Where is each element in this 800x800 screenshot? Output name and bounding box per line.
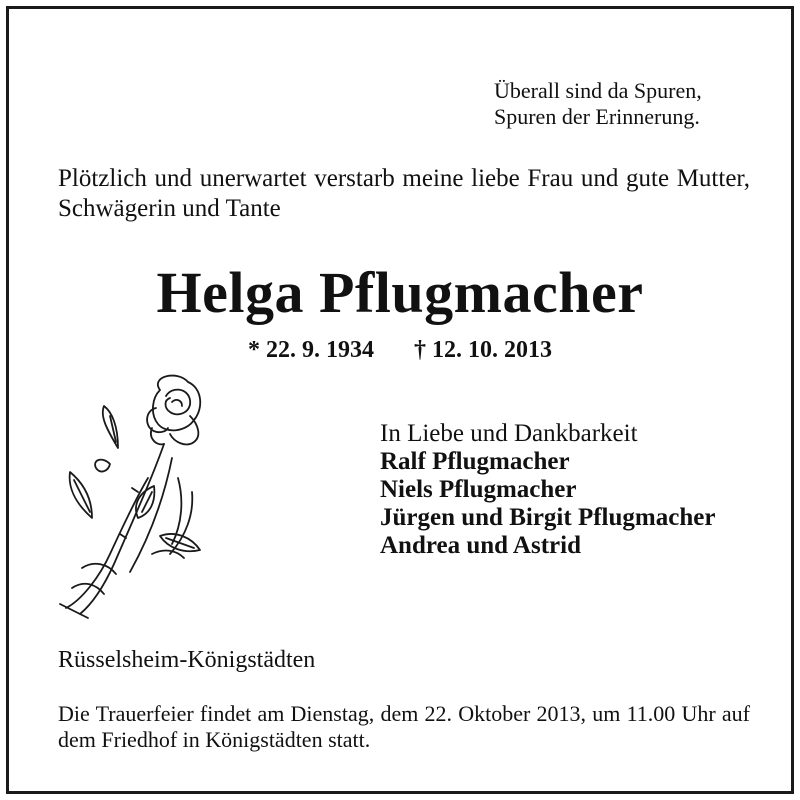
life-dates [0,336,800,364]
birth-date: * 22. 9. 1934 [248,337,374,363]
mourner-name: Jürgen und Birgit Pflugmacher [380,504,716,531]
mourners-block [380,420,715,560]
deceased-name: Helga Pflugmacher [156,260,644,325]
motto-verse [494,78,702,130]
death-date: † 12. 10. 2013 [414,337,552,363]
mourners-lead: In Liebe und Dankbarkeit [380,420,638,447]
mourner-name: Ralf Pflugmacher [380,448,570,475]
motto-line-1: Überall sind da Spuren, [494,78,702,103]
ceremony-info: Die Trauerfeier findet am Dienstag, dem 22. Oktober 2013, um 11.00 Uhr auf dem Friedhof in Königstädten statt. [58,701,750,752]
rose-icon [52,368,222,620]
motto-line-2: Spuren der Erinnerung. [494,104,700,129]
place-name: Rüsselsheim-Königstädten [58,647,316,673]
intro-text: Plötzlich und unerwartet verstarb meine liebe Frau und gute Mutter, Schwägerin und Tante [58,165,750,222]
mourner-name: Niels Pflugmacher [380,476,577,503]
mourner-name: Andrea und Astrid [380,532,581,559]
